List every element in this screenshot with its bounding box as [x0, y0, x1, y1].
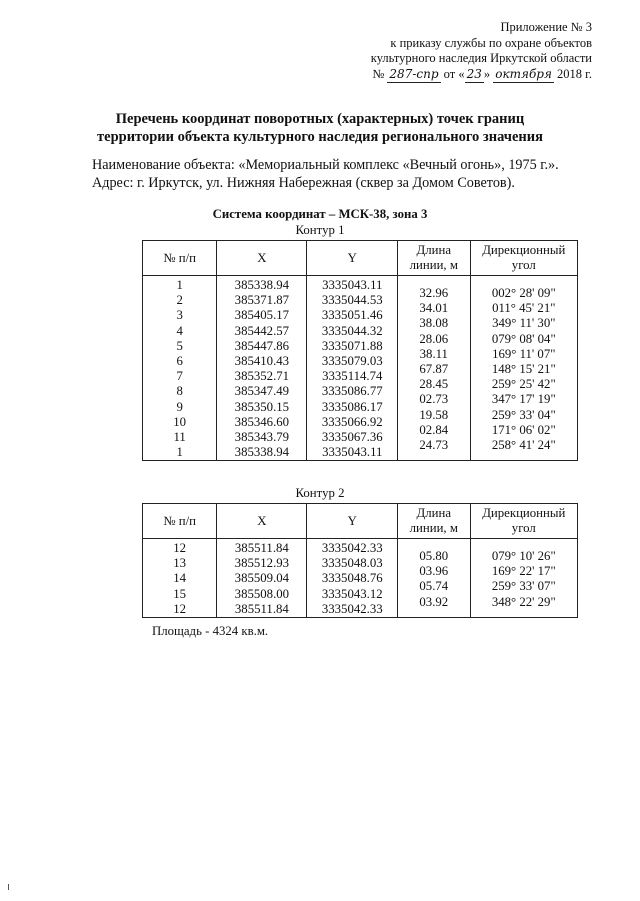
- area-note: Площадь - 4324 кв.м.: [152, 624, 269, 638]
- title-line-1: Перечень координат поворотных (характерных) точек границ: [115, 111, 525, 127]
- coord-y: 3335043.11: [307, 276, 398, 294]
- coord-x: 385338.94: [217, 276, 307, 294]
- header-length-line-1: Длина: [416, 506, 452, 520]
- coord-x: 385512.93: [217, 556, 307, 571]
- object-info: [92, 156, 559, 192]
- header-length-line-2: линии, м: [409, 258, 458, 272]
- coord-y: 3335048.76: [307, 571, 398, 586]
- header-x: X: [217, 504, 307, 539]
- direction-angle: 079° 08' 04": [491, 331, 556, 346]
- point-number: 9: [143, 400, 217, 415]
- coord-y: 3335071.88: [307, 339, 398, 354]
- coord-y: 3335044.53: [307, 293, 398, 308]
- coord-x: 385442.57: [217, 324, 307, 339]
- header-angle-line-2: угол: [511, 521, 536, 535]
- number-prefix: №: [372, 66, 385, 81]
- point-number: 7: [143, 369, 217, 384]
- object-address: Адрес: г. Иркутск, ул. Нижняя Набережная (сквер за Домом Советов).: [92, 175, 515, 191]
- direction-angle: 348° 22' 29": [491, 594, 556, 609]
- segment-length: 32.96: [419, 286, 449, 300]
- point-number: 1: [143, 276, 217, 294]
- scan-mark: [8, 884, 9, 890]
- order-number-line: [272, 67, 592, 84]
- direction-angle: 011° 45' 21": [492, 301, 556, 316]
- appendix-block: [272, 20, 592, 83]
- point-number: 4: [143, 324, 217, 339]
- segment-length: 02.73: [419, 392, 449, 407]
- coord-x: 385410.43: [217, 354, 307, 369]
- point-number: 14: [143, 571, 217, 586]
- point-number: 13: [143, 556, 217, 571]
- coord-y: 3335079.03: [307, 354, 398, 369]
- point-number: 1: [143, 445, 217, 461]
- coord-y: 3335067.36: [307, 430, 398, 445]
- segment-length: 24.73: [419, 438, 449, 453]
- segment-length: 05.80: [419, 549, 449, 563]
- header-angle: [470, 504, 577, 539]
- direction-angle: 347° 17' 19": [491, 392, 556, 407]
- segment-length: 05.74: [419, 579, 449, 594]
- direction-angle: 169° 11' 07": [492, 346, 556, 361]
- point-number: 11: [143, 430, 217, 445]
- point-number: 6: [143, 354, 217, 369]
- header-y: Y: [307, 241, 398, 276]
- point-number: 12: [143, 602, 217, 618]
- header-y: Y: [307, 504, 398, 539]
- direction-angle: 079° 10' 26": [491, 549, 556, 563]
- contour-1-label: Контур 1: [295, 223, 345, 237]
- coord-x: 385352.71: [217, 369, 307, 384]
- coord-y: 3335042.33: [307, 539, 398, 557]
- coord-x: 385509.04: [217, 571, 307, 586]
- contour-2-label: Контур 2: [295, 486, 345, 500]
- direction-angle: 259° 33' 04": [491, 407, 556, 422]
- coord-x: 385338.94: [217, 445, 307, 461]
- point-number: 3: [143, 308, 217, 323]
- contour-2-table: [142, 503, 578, 618]
- segment-length: 03.92: [419, 594, 449, 609]
- contour-1-table: [142, 240, 578, 461]
- coord-x: 385350.15: [217, 400, 307, 415]
- coordinate-system: Система координат – МСК-38, зона 3: [212, 207, 428, 221]
- coord-x: 385343.79: [217, 430, 307, 445]
- appendix-order: к приказу службы по охране объектов: [390, 35, 592, 50]
- coord-y: 3335043.12: [307, 587, 398, 602]
- segment-length: 38.08: [419, 316, 449, 331]
- header-angle-line-2: угол: [511, 258, 536, 272]
- direction-angle: 171° 06' 02": [491, 422, 556, 437]
- date-year: 2018 г.: [557, 66, 592, 81]
- angle-cell: [470, 276, 577, 300]
- segment-length: 34.01: [419, 301, 449, 316]
- header-x: X: [217, 241, 307, 276]
- segment-length: 28.06: [419, 331, 449, 346]
- table-header-row: [143, 241, 578, 276]
- header-length: [398, 241, 470, 276]
- object-name: Наименование объекта: «Мемориальный комплекс «Вечный огонь», 1975 г.».: [92, 157, 559, 173]
- coord-x: 385347.49: [217, 384, 307, 399]
- coord-x: 385405.17: [217, 308, 307, 323]
- coord-y: 3335066.92: [307, 415, 398, 430]
- coord-y: 3335086.17: [307, 400, 398, 415]
- title-line-2: территории объекта культурного наследия регионального значения: [97, 129, 543, 145]
- point-number: 8: [143, 384, 217, 399]
- point-number: 2: [143, 293, 217, 308]
- date-prefix: от «: [443, 66, 465, 81]
- point-number: 12: [143, 539, 217, 557]
- header-length: [398, 504, 470, 539]
- handwritten-month: октября: [493, 67, 554, 84]
- header-length-line-1: Длина: [416, 243, 452, 257]
- appendix-authority: культурного наследия Иркутской области: [370, 51, 592, 65]
- direction-angle: 258° 41' 24": [491, 438, 556, 453]
- length-cell: [398, 539, 470, 563]
- coord-y: 3335048.03: [307, 556, 398, 571]
- coord-x: 385511.84: [217, 539, 307, 557]
- coord-y: 3335114.74: [307, 369, 398, 384]
- segment-length: 38.11: [419, 346, 448, 361]
- header-number: № п/п: [143, 241, 217, 276]
- coord-x: 385511.84: [217, 602, 307, 618]
- segment-length: 03.96: [419, 564, 449, 579]
- point-number: 10: [143, 415, 217, 430]
- table-row: [143, 539, 578, 557]
- appendix-title: Приложение № 3: [500, 20, 592, 34]
- date-separator: »: [483, 66, 491, 81]
- coord-y: 3335044.32: [307, 324, 398, 339]
- segment-length: 02.84: [419, 422, 449, 437]
- coord-x: 385371.87: [217, 293, 307, 308]
- point-number: 15: [143, 587, 217, 602]
- segment-length: 19.58: [419, 407, 449, 422]
- document-title: [0, 110, 640, 146]
- point-number: 5: [143, 339, 217, 354]
- header-angle-line-1: Дирекционный: [482, 243, 566, 257]
- direction-angle: 349° 11' 30": [492, 316, 556, 331]
- direction-angle: 259° 25' 42": [491, 377, 556, 392]
- coord-y: 3335086.77: [307, 384, 398, 399]
- coord-x: 385508.00: [217, 587, 307, 602]
- segment-length: 67.87: [419, 362, 449, 377]
- direction-angle: 169° 22' 17": [491, 564, 556, 579]
- header-angle: [470, 241, 577, 276]
- coord-y: 3335043.11: [307, 445, 398, 461]
- direction-angle: 002° 28' 09": [491, 286, 556, 300]
- direction-angle: 148° 15' 21": [491, 362, 556, 377]
- handwritten-day: 23: [465, 67, 484, 84]
- length-cell: [398, 276, 470, 300]
- coord-y: 3335042.33: [307, 602, 398, 618]
- header-number: № п/п: [143, 504, 217, 539]
- angle-cell: [470, 539, 577, 563]
- table-header-row: [143, 504, 578, 539]
- segment-length: 28.45: [419, 377, 449, 392]
- table-row: [143, 276, 578, 294]
- handwritten-order-number: 287-спр: [387, 67, 440, 84]
- coord-x: 385346.60: [217, 415, 307, 430]
- header-angle-line-1: Дирекционный: [482, 506, 566, 520]
- header-length-line-2: линии, м: [409, 521, 458, 535]
- direction-angle: 259° 33' 07": [491, 579, 556, 594]
- coord-x: 385447.86: [217, 339, 307, 354]
- coord-y: 3335051.46: [307, 308, 398, 323]
